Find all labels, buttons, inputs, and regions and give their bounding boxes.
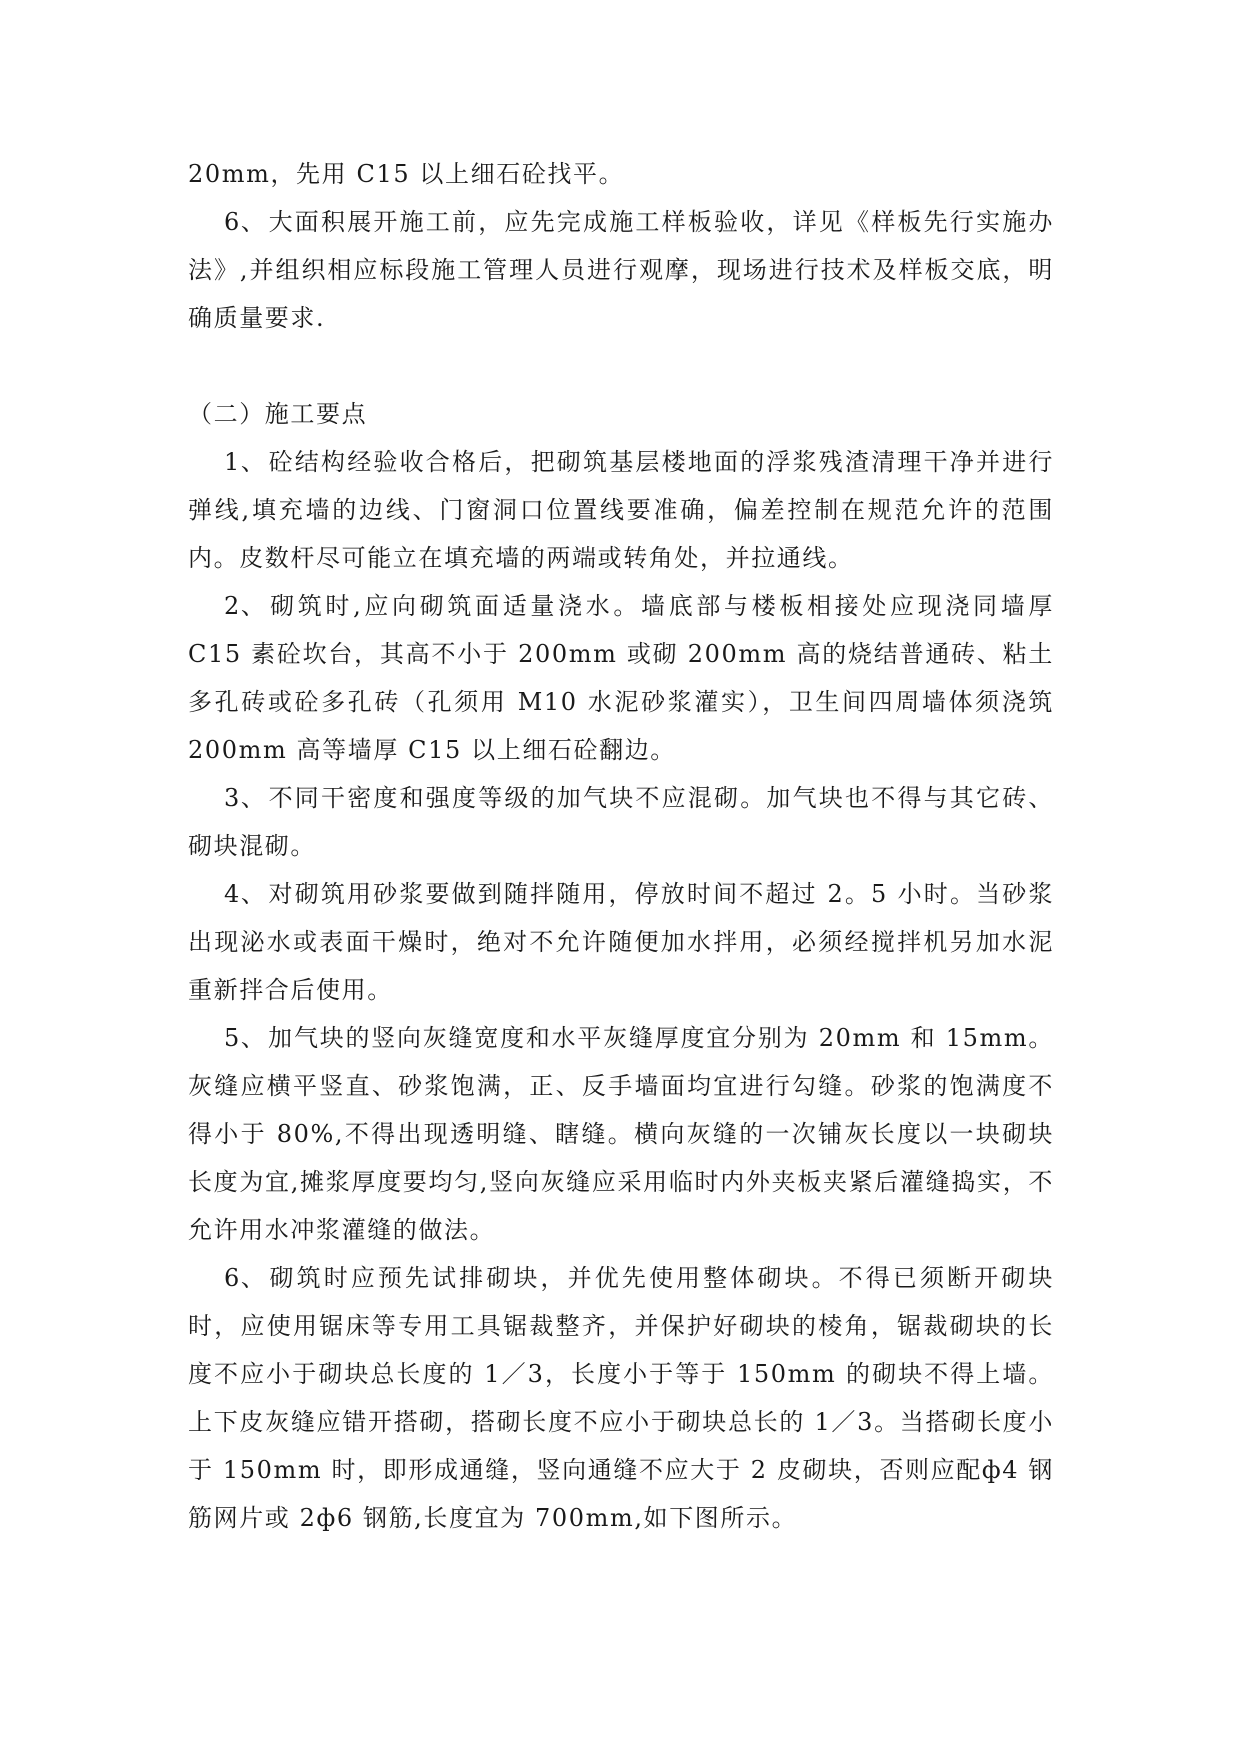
list-item-1 bbox=[188, 438, 1054, 582]
item-text: 砌筑时,应向砌筑面适量浇水。墙底部与楼板相接处应现浇同墙厚 C15 素砼坎台，其高不小于 200mm 或砌 200mm 高的烧结普通砖、粘土多孔砖或砼多孔砖（孔须用 M10 水泥砂浆灌实），卫生间四周墙体须浇筑 200mm 高等墙厚 C15 以上细石砼翻边。 bbox=[188, 592, 1054, 764]
item-text: 加气块的竖向灰缝宽度和水平灰缝厚度宜分别为 20mm 和 15mm。灰缝应横平竖直、砂浆饱满，正、反手墙面均宜进行勾缝。砂浆的饱满度不得小于 80%,不得出现透明缝、瞎缝。横向灰缝的一次铺灰长度以一块砌块长度为宜,摊浆厚度要均匀,竖向灰缝应采用临时内外夹板夹紧后灌缝捣实，不允许用水冲浆灌缝的做法。 bbox=[188, 1024, 1054, 1244]
item-number: 4、 bbox=[224, 880, 267, 908]
item-number: 2、 bbox=[224, 592, 267, 620]
list-item-2 bbox=[188, 582, 1054, 774]
list-item-6 bbox=[188, 1254, 1054, 1542]
item-number: 6、 bbox=[224, 208, 267, 236]
item-text: 砌筑时应预先试排砌块，并优先使用整体砌块。不得已须断开砌块时，应使用锯床等专用工具锯裁整齐，并保护好砌块的棱角，锯裁砌块的长度不应小于砌块总长度的 1／3，长度小于等于 150mm 的砌块不得上墙。上下皮灰缝应错开搭砌，搭砌长度不应小于砌块总长的 1／3。当搭砌长度小于 150mm 时，即形成通缝，竖向通缝不应大于 2 皮砌块，否则应配ф4 钢筋网片或 2ф6 钢筋,长度宜为 700mm,如下图所示。 bbox=[188, 1264, 1054, 1532]
paragraph-text: 大面积展开施工前，应先完成施工样板验收，详见《样板先行实施办法》,并组织相应标段施工管理人员进行观摩，现场进行技术及样板交底，明确质量要求. bbox=[188, 208, 1054, 332]
paragraph-continued bbox=[188, 150, 1054, 198]
blank-line bbox=[188, 342, 1054, 390]
item-text: 不同干密度和强度等级的加气块不应混砌。加气块也不得与其它砖、砌块混砌。 bbox=[188, 784, 1054, 860]
document-body bbox=[188, 150, 1054, 1542]
item-number: 1、 bbox=[224, 448, 267, 476]
item-number: 3、 bbox=[224, 784, 267, 812]
section-title: （二）施工要点 bbox=[188, 400, 368, 428]
list-item-4 bbox=[188, 870, 1054, 1014]
item-text: 砼结构经验收合格后，把砌筑基层楼地面的浮浆残渣清理干净并进行弹线,填充墙的边线、门窗洞口位置线要准确，偏差控制在规范允许的范围内。皮数杆尽可能立在填充墙的两端或转角处，并拉通线。 bbox=[188, 448, 1054, 572]
list-item-3 bbox=[188, 774, 1054, 870]
paragraph-text: 20mm，先用 C15 以上细石砼找平。 bbox=[188, 160, 625, 188]
paragraph-item-6 bbox=[188, 198, 1054, 342]
item-number: 6、 bbox=[224, 1264, 267, 1292]
item-text: 对砌筑用砂浆要做到随拌随用，停放时间不超过 2。5 小时。当砂浆出现泌水或表面干燥时，绝对不允许随便加水拌用，必须经搅拌机另加水泥重新拌合后使用。 bbox=[188, 880, 1054, 1004]
list-item-5 bbox=[188, 1014, 1054, 1254]
item-number: 5、 bbox=[224, 1024, 267, 1052]
